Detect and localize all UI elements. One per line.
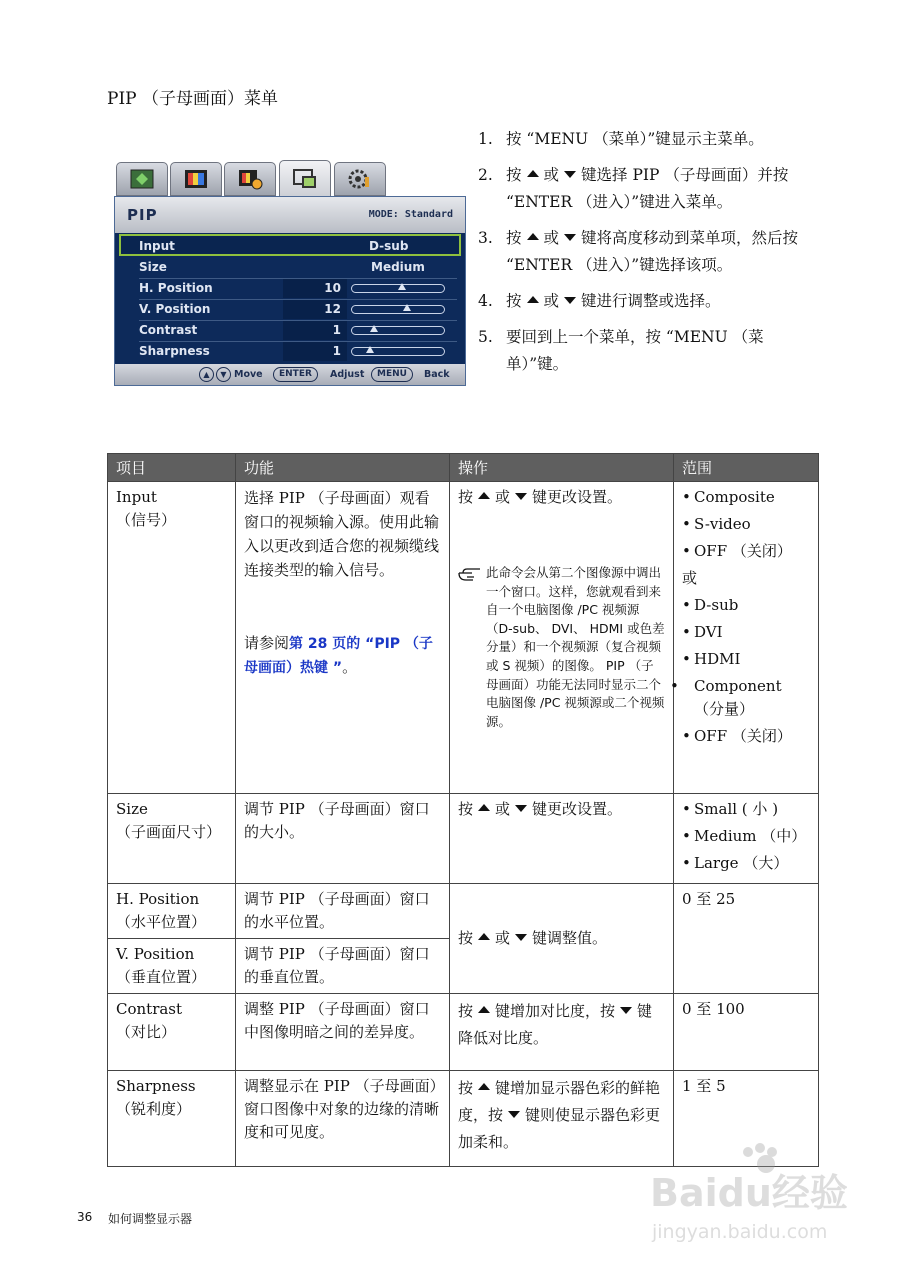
operation-cell: 按 或 键更改设置。 — [450, 794, 674, 884]
table-header-row — [108, 454, 819, 482]
down-arrow-icon — [515, 493, 527, 500]
up-arrow-icon — [478, 1083, 490, 1090]
osd-row-label: Sharpness — [139, 344, 210, 358]
osd-slider-knob — [366, 346, 374, 353]
steps-list — [478, 126, 818, 387]
osd-header — [115, 197, 465, 233]
osd-menu-panel — [114, 196, 466, 386]
item-cell: Input （信号） — [108, 482, 236, 794]
function-cell: 调节 PIP （子母画面）窗口的垂直位置。 — [236, 939, 450, 994]
page-number: 36 — [77, 1210, 93, 1224]
range-cell: • Composite • S-video • OFF （关闭） 或 • D-sub • DVI • HDMI • Component （分量） • OFF （关闭） — [674, 482, 819, 794]
osd-slider-knob — [370, 325, 378, 332]
range-cell: 0 至 25 — [674, 884, 819, 994]
up-arrow-icon: ▲ — [199, 367, 214, 382]
up-arrow-icon — [478, 492, 490, 499]
up-arrow-icon — [527, 233, 539, 240]
osd-footer-enter: ENTER — [273, 367, 318, 382]
osd-row-size — [123, 257, 457, 278]
osd-slider — [351, 284, 445, 293]
operation-cell: 按 或 键调整值。 — [450, 884, 674, 994]
osd-mode-label: MODE: Standard — [368, 209, 453, 220]
watermark-brand: Baidu经验 — [650, 1171, 848, 1215]
down-arrow-icon — [564, 234, 576, 241]
watermark-url: jingyan.baidu.com — [652, 1221, 828, 1243]
osd-slider — [351, 305, 445, 314]
table-row-input — [108, 482, 819, 794]
page-reference-link[interactable]: 第 28 页的 “PIP （子母画面）热键 ” — [244, 636, 433, 676]
item-cell: Sharpness （锐利度） — [108, 1071, 236, 1167]
up-arrow-icon — [527, 296, 539, 303]
down-arrow-icon — [564, 171, 576, 178]
osd-row-value: 1 — [332, 344, 341, 358]
pointing-hand-icon — [458, 567, 482, 581]
function-cell: 调节 PIP （子母画面）窗口的大小。 — [236, 794, 450, 884]
up-arrow-icon — [478, 804, 490, 811]
table-row-h-position — [108, 884, 819, 939]
osd-menu-title: PIP — [127, 206, 158, 224]
pip-settings-table — [107, 453, 819, 1167]
osd-row-value: Medium — [371, 260, 425, 274]
osd-row-value: 10 — [324, 281, 341, 295]
step-item: 1. 按 “MENU （菜单）”键显示主菜单。 — [478, 130, 764, 148]
osd-footer-back: Back — [424, 369, 450, 380]
down-arrow-icon — [564, 297, 576, 304]
osd-tab-display-icon — [116, 162, 168, 196]
down-arrow-icon: ▼ — [216, 367, 231, 382]
item-cell: V. Position （垂直位置） — [108, 939, 236, 994]
osd-footer-adjust: Adjust — [330, 369, 365, 380]
footer-section-title: 如何调整显示器 — [108, 1212, 193, 1226]
down-arrow-icon — [508, 1111, 520, 1118]
function-cell: 调整显示在 PIP （子母画面）窗口图像中对象的边缘的清晰度和可见度。 — [236, 1071, 450, 1167]
down-arrow-icon — [515, 934, 527, 941]
osd-row-input — [119, 234, 461, 256]
up-arrow-icon — [478, 933, 490, 940]
osd-slider-knob — [398, 283, 406, 290]
table-row-contrast — [108, 994, 819, 1071]
osd-row-v-position — [123, 299, 457, 320]
range-cell: 1 至 5 — [674, 1071, 819, 1167]
operation-cell: 按 或 键更改设置。 此命令会从第二个图像源中调出一个窗口。这样，您就观看到来自一个电脑图像 /PC 视频源（D-sub、 DVI、 HDMI 或色差分量）和一个视频源（复合视频或 S 视频）的图像。 PIP （子母画面）功能无法同时显示二个电脑图像 /PC 视频源或二个视频源。 — [450, 482, 674, 794]
osd-row-label: V. Position — [139, 302, 211, 316]
step-item: 4. 按 或 键进行调整或选择。 — [478, 292, 721, 310]
osd-slider — [351, 326, 445, 335]
column-header: 功能 — [236, 454, 450, 482]
osd-tab-system-icon — [334, 162, 386, 196]
item-cell: Contrast （对比） — [108, 994, 236, 1071]
baidu-paw-logo-icon — [640, 1140, 860, 1250]
osd-row-value: D-sub — [369, 239, 409, 253]
osd-row-value: 1 — [332, 323, 341, 337]
osd-tab-bar — [114, 160, 466, 196]
column-header: 操作 — [450, 454, 674, 482]
osd-row-label: Contrast — [139, 323, 198, 337]
item-cell: Size （子画面尺寸） — [108, 794, 236, 884]
function-cell: 选择 PIP （子母画面）观看窗口的视频输入源。使用此输入以更改到适合您的视频缆线连接类型的输入信号。 请参阅第 28 页的 “PIP （子母画面）热键 ”。 — [236, 482, 450, 794]
osd-row-value: 12 — [324, 302, 341, 316]
item-cell: H. Position （水平位置） — [108, 884, 236, 939]
function-cell: 调节 PIP （子母画面）窗口的水平位置。 — [236, 884, 450, 939]
osd-row-sharpness — [123, 341, 457, 362]
up-arrow-icon — [527, 170, 539, 177]
osd-row-contrast — [123, 320, 457, 341]
osd-screenshot — [114, 160, 466, 386]
operation-cell: 按 键增加显示器色彩的鲜艳度，按 键则使显示器色彩更加柔和。 — [450, 1071, 674, 1167]
step-item: 2. 按 或 键选择 PIP （子母画面）并按 “ENTER （进入）”键进入菜单。 — [478, 166, 789, 211]
table-row-size — [108, 794, 819, 884]
function-cell: 调整 PIP （子母画面）窗口中图像明暗之间的差异度。 — [236, 994, 450, 1071]
down-arrow-icon — [620, 1007, 632, 1014]
baidu-watermark — [640, 1140, 860, 1250]
osd-tab-pip-icon — [279, 160, 331, 197]
range-cell: • Small ( 小 ) • Medium （中） • Large （大） — [674, 794, 819, 884]
step-item: 5. 要回到上一个菜单，按 “MENU （菜单）”键。 — [478, 328, 764, 373]
osd-tab-picture-advanced-icon — [224, 162, 276, 196]
osd-slider — [351, 347, 445, 356]
osd-row-label: Size — [139, 260, 167, 274]
column-header: 范围 — [674, 454, 819, 482]
operation-cell: 按 键增加对比度，按 键降低对比度。 — [450, 994, 674, 1071]
osd-row-h-position — [123, 278, 457, 299]
step-item: 3. 按 或 键将高度移动到菜单项，然后按 “ENTER （进入）”键选择该项。 — [478, 229, 799, 274]
osd-footer-menu: MENU — [371, 367, 413, 382]
note: 此命令会从第二个图像源中调出一个窗口。这样，您就观看到来自一个电脑图像 /PC 视频源（D-sub、 DVI、 HDMI 或色差分量）和一个视频源（复合视频或 S 视频）的图像。 PIP （子母画面）功能无法同时显示二个电脑图像 /PC 视频源或二个视频源。 — [458, 564, 665, 731]
up-arrow-icon — [478, 1006, 490, 1013]
page-title: PIP （子母画面）菜单 — [107, 89, 278, 109]
range-cell: 0 至 100 — [674, 994, 819, 1071]
osd-footer — [115, 364, 465, 385]
down-arrow-icon — [515, 805, 527, 812]
osd-slider-knob — [403, 304, 411, 311]
osd-row-label: H. Position — [139, 281, 213, 295]
osd-footer-move: Move — [234, 369, 263, 380]
column-header: 项目 — [108, 454, 236, 482]
osd-row-label: Input — [139, 239, 175, 253]
osd-tab-picture-icon — [170, 162, 222, 196]
